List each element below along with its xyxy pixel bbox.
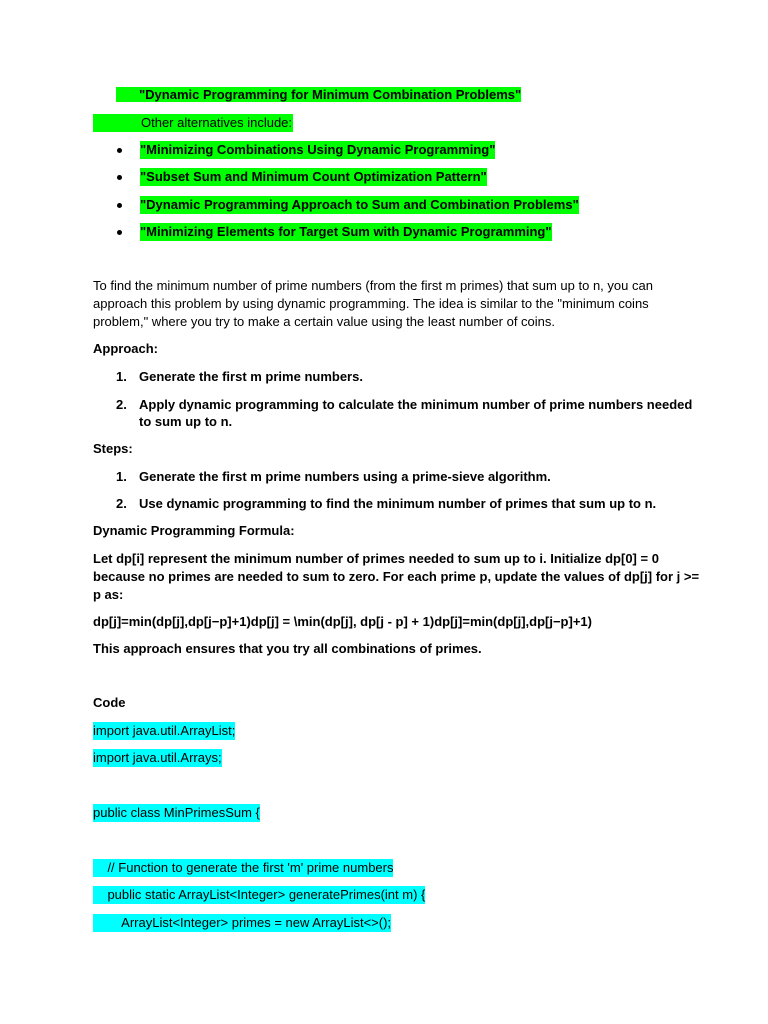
approach-heading: Approach: (93, 341, 158, 356)
code-line: ArrayList<Integer> primes = new ArrayList<>(); (93, 915, 392, 930)
alternatives-intro: Other alternatives include: (93, 114, 293, 132)
steps-item-number: 1. (116, 469, 127, 484)
approach-item-text: to sum up to n. (139, 414, 233, 429)
code-line: import java.util.ArrayList; (93, 723, 236, 738)
bullet-icon (117, 230, 122, 235)
approach-item-number: 1. (116, 369, 127, 384)
formula-line: p as: (93, 587, 124, 602)
steps-item-text: Generate the first m prime numbers using a prime-sieve algorithm. (139, 469, 551, 484)
approach-item-number: 2. (116, 397, 127, 412)
formula-equation: dp[j]=min(dp[j],dp[j−p]+1)dp[j] = \min(dp[j], dp[j - p] + 1)dp[j]=min(dp[j],dp[j−p]+1) (93, 614, 592, 629)
approach-item-text: Apply dynamic programming to calculate the minimum number of prime numbers needed (139, 397, 693, 412)
code-line: // Function to generate the first 'm' prime numbers (93, 860, 394, 875)
alternative-item: "Minimizing Elements for Target Sum with Dynamic Programming" (140, 224, 552, 239)
code-line: import java.util.Arrays; (93, 750, 222, 765)
code-heading: Code (93, 695, 126, 710)
formula-line: Let dp[i] represent the minimum number of primes needed to sum up to i. Initialize dp[0] = 0 (93, 551, 659, 566)
alternative-item: "Subset Sum and Minimum Count Optimization Pattern" (140, 169, 487, 184)
intro-line: To find the minimum number of prime numbers (from the first m primes) that sum up to n, you can (93, 278, 653, 293)
intro-line: approach this problem by using dynamic programming. The idea is similar to the "minimum coins (93, 296, 649, 311)
formula-line: because no primes are needed to sum to zero. For each prime p, update the values of dp[j] for j >= (93, 569, 700, 584)
formula-heading: Dynamic Programming Formula: (93, 523, 295, 538)
alternative-item: "Minimizing Combinations Using Dynamic Programming" (140, 142, 496, 157)
bullet-icon (117, 175, 122, 180)
code-line: public class MinPrimesSum { (93, 805, 260, 820)
intro-line: problem," where you try to make a certain value using the least number of coins. (93, 314, 556, 329)
alternative-item: "Dynamic Programming Approach to Sum and Combination Problems" (140, 197, 579, 212)
bullet-icon (117, 148, 122, 153)
title-text: "Dynamic Programming for Minimum Combination Problems" (116, 87, 521, 102)
title-item (116, 86, 521, 104)
formula-conclusion: This approach ensures that you try all combinations of primes. (93, 641, 482, 656)
steps-heading: Steps: (93, 441, 133, 456)
bullet-icon (117, 203, 122, 208)
steps-item-number: 2. (116, 496, 127, 511)
steps-item-text: Use dynamic programming to find the minimum number of primes that sum up to n. (139, 496, 657, 511)
approach-item-text: Generate the first m prime numbers. (139, 369, 363, 384)
code-line: public static ArrayList<Integer> generatePrimes(int m) { (93, 887, 426, 902)
